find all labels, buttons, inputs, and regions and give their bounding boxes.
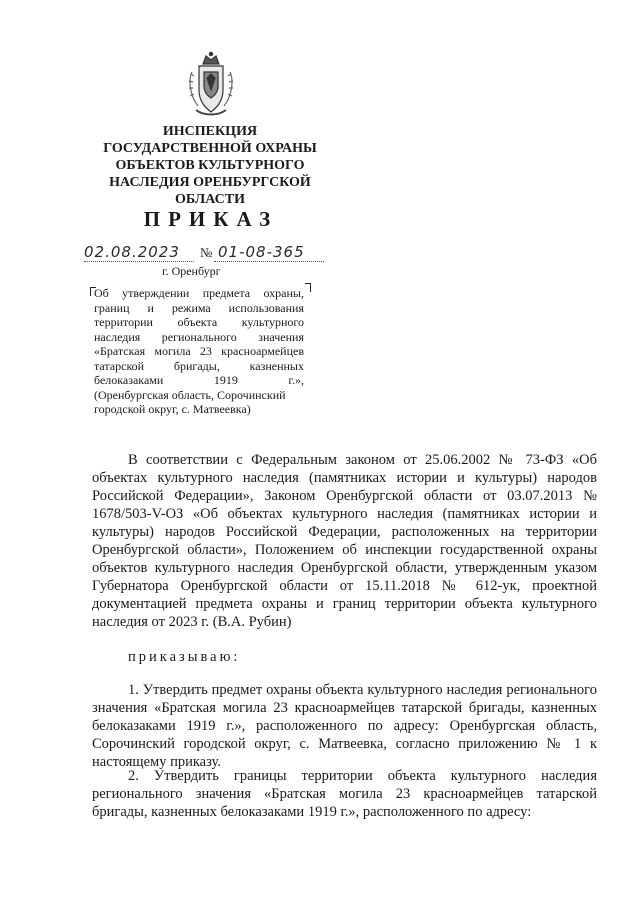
- org-line: ОБЛАСТИ: [175, 192, 245, 207]
- city: г. Оренбург: [162, 264, 221, 278]
- preamble-text: В соответствии с Федеральным законом от 25.06.2002 № 73-ФЗ «Об объектах культурного наследия (памятниках истории и культуры) народов Российской Федерации», Законом Оренбургской области от 03.07.2013 № 1678/503-V-ОЗ «Об объектах культурного наследия (памятниках истории и культуры) народов Российской Федерации, расположенных на территории Оренбургской области», Положением об инспекции государственной охраны объектов культурного наследия Оренбургской области, утвержденным указом Губернатора Оренбургской области от 15.11.2018 № 612-ук, проектной документацией предмета охраны и границ территории объекта культурного наследия от 2023 г. (В.А. Рубин): [92, 452, 597, 630]
- order-item-2: [92, 767, 597, 821]
- handwritten-number: 01-08-365: [218, 243, 305, 261]
- order-item-1: [92, 681, 597, 771]
- subject-line: Об утверждении предмета охраны,: [94, 286, 304, 300]
- preamble-paragraph: [92, 451, 597, 631]
- subject-line: наследия регионального значения: [94, 329, 304, 344]
- subject-line: татарской бригады, казненных: [94, 358, 304, 373]
- number-sign: №: [200, 245, 213, 260]
- orders-word: приказываю:: [128, 649, 241, 665]
- org-line: ИНСПЕКЦИЯ: [162, 124, 258, 139]
- number-underline: [214, 261, 324, 262]
- subject-bracket-right: [305, 283, 311, 292]
- subject-line: территории объекта культурного: [94, 315, 304, 329]
- organization-name: [80, 123, 340, 208]
- subject-line: «Братская могила 23 красноармейцев: [94, 344, 304, 358]
- item-1-text: 1. Утвердить предмет охраны объекта культурного наследия регионального значения «Братская могила 23 красноармейцев татарской бригады, казненных белоказаками 1919 г.», расположенного по адресу: Оренбургская область, Сорочинский городской округ, с. Матвеевка, согласно приложению № 1 к настоящему приказу.: [92, 682, 597, 770]
- subject-line: белоказаками 1919 г.»,: [94, 373, 304, 387]
- document-type-title: ПРИКАЗ: [143, 207, 279, 231]
- org-line: ОБЪЕКТОВ КУЛЬТУРНОГО: [115, 158, 305, 173]
- handwritten-date: 02.08.2023: [84, 243, 180, 261]
- subject-line: (Оренбургская область, Сорочинский: [94, 387, 286, 402]
- item-2-text: 2. Утвердить границы территории объекта культурного наследия регионального значения «Братская могила 23 красноармейцев татарской бригады, казненных белоказаками 1919 г.», расположенного по адресу:: [92, 768, 597, 820]
- order-subject: [94, 286, 304, 417]
- coat-of-arms-icon: [186, 50, 236, 120]
- org-line: НАСЛЕДИЯ ОРЕНБУРГСКОЙ: [109, 175, 311, 190]
- date-underline: [84, 261, 194, 262]
- date-number-line: [84, 244, 334, 264]
- org-line: ГОСУДАРСТВЕННОЙ ОХРАНЫ: [103, 141, 317, 156]
- subject-line: городской округ, с. Матвеевка): [94, 402, 251, 416]
- subject-line: границ и режима использования: [94, 300, 304, 315]
